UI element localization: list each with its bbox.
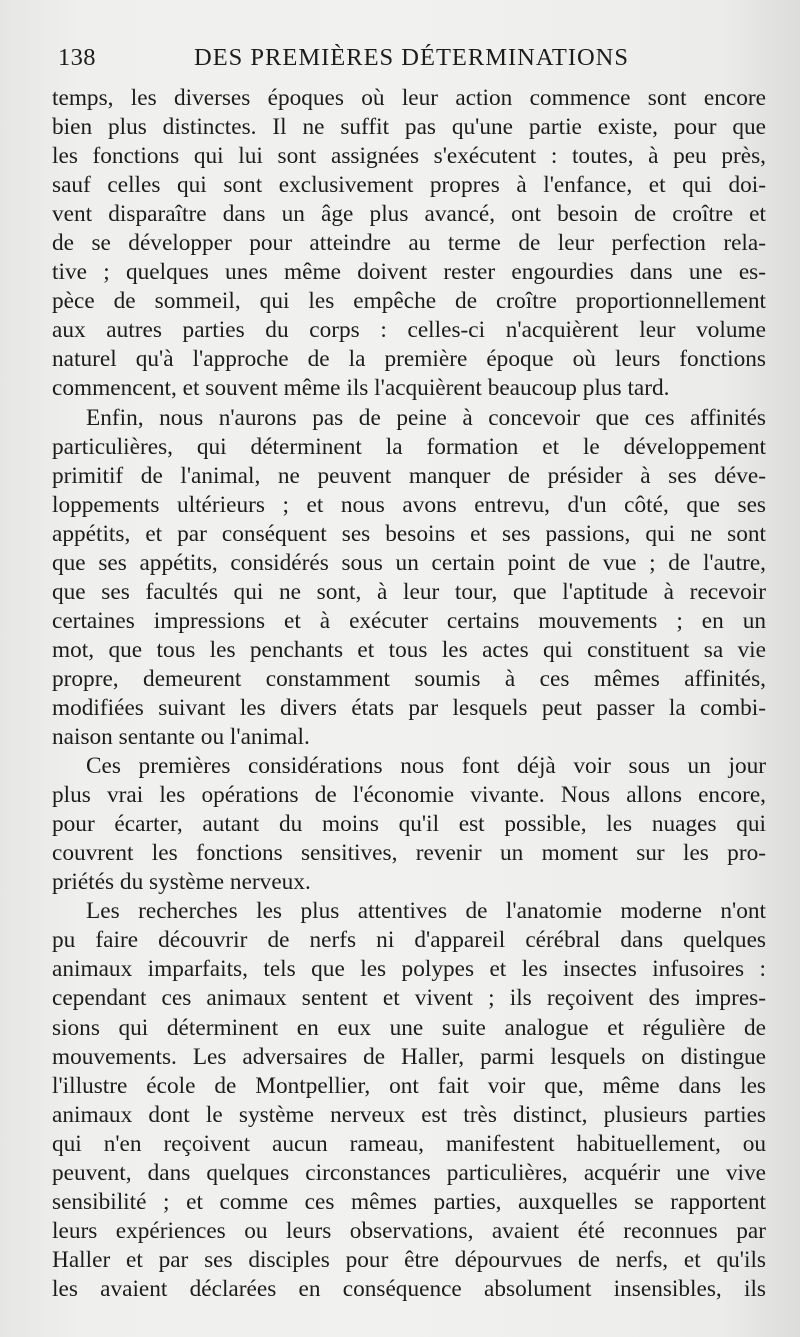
text-line: certaines impressions et à exécuter certains mouvements ; en un xyxy=(52,607,766,634)
text-line: sensibilité ; et comme ces mêmes parties, auxquelles se rapportent xyxy=(52,1188,766,1215)
text-line: peuvent, dans quelques circonstances particulières, acquérir une vive xyxy=(52,1159,766,1186)
text-line: plus vrai les opérations de l'économie vivante. Nous allons encore, xyxy=(52,782,766,809)
text-line: les fonctions qui lui sont assignées s'exécutent : toutes, à peu près, xyxy=(52,143,766,170)
text-line: que ses facultés qui ne sont, à leur tour, que l'aptitude à recevoir xyxy=(52,578,766,605)
text-line: sions qui déterminent en eux une suite analogue et régulière de xyxy=(52,1014,766,1041)
text-line: que ses appétits, considérés sous un certain point de vue ; de l'autre, xyxy=(52,549,766,576)
text-line: aux autres parties du corps : celles-ci n'acquièrent leur volume xyxy=(52,317,766,344)
page-header xyxy=(52,44,766,84)
text-line: qui n'en reçoivent aucun rameau, manifestent habituellement, ou xyxy=(52,1130,766,1157)
text-line: naturel qu'à l'approche de la première époque où leurs fonctions xyxy=(52,346,766,373)
page-number: 138 xyxy=(58,44,96,71)
text-line: pu faire découvrir de nerfs ni d'appareil cérébral dans quelques xyxy=(52,927,766,954)
text-line: modifiées suivant les divers états par lesquels peut passer la combi- xyxy=(52,694,766,721)
text-line: pour écarter, autant du moins qu'il est possible, les nuages qui xyxy=(52,811,766,838)
text-line: mot, que tous les penchants et tous les actes qui constituent sa vie xyxy=(52,636,766,663)
text-line: particulières, qui déterminent la formation et le développement xyxy=(52,433,766,460)
paragraph-first-line: Ces premières considérations nous font déjà voir sous un jour xyxy=(86,753,766,780)
text-line: leurs expériences ou leurs observations, avaient été reconnues par xyxy=(52,1217,766,1244)
text-line: propre, demeurent constamment soumis à ces mêmes affinités, xyxy=(52,665,766,692)
text-line: mouvements. Les adversaires de Haller, parmi lesquels on distingue xyxy=(52,1043,766,1070)
text-line: loppements ultérieurs ; et nous avons entrevu, d'un côté, que ses xyxy=(52,491,766,518)
text-line: appétits, et par conséquent ses besoins et ses passions, qui ne sont xyxy=(52,520,766,547)
text-line: tive ; quelques unes même doivent rester engourdies dans une es- xyxy=(52,259,766,286)
text-line: commencent, et souvent même ils l'acquièrent beaucoup plus tard. xyxy=(52,375,670,402)
text-line: primitif de l'animal, ne peuvent manquer de présider à ses déve- xyxy=(52,462,766,489)
text-line: animaux imparfaits, tels que les polypes et les insectes infusoires : xyxy=(52,956,766,983)
text-line: cependant ces animaux sentent et vivent ; ils reçoivent des impres- xyxy=(52,985,766,1012)
text-line: naison sentante ou l'animal. xyxy=(52,724,310,751)
body-text xyxy=(52,84,766,1304)
text-line: pèce de sommeil, qui les empêche de croître proportionnellement xyxy=(52,288,766,315)
text-line: priétés du système nerveux. xyxy=(52,869,311,896)
text-line: sauf celles qui sont exclusivement propres à l'enfance, et qui doi- xyxy=(52,172,766,199)
text-line: les avaient déclarées en conséquence absolument insensibles, ils xyxy=(52,1275,766,1302)
text-line: Haller et par ses disciples pour être dépourvues de nerfs, et qu'ils xyxy=(52,1246,766,1273)
text-line: couvrent les fonctions sensitives, revenir un moment sur les pro- xyxy=(52,840,766,867)
text-line: temps, les diverses époques où leur action commence sont encore xyxy=(52,85,766,111)
text-line: bien plus distinctes. Il ne suffit pas qu'une partie existe, pour que xyxy=(52,114,766,141)
paragraph-first-line: Enfin, nous n'aurons pas de peine à concevoir que ces affinités xyxy=(86,404,766,431)
text-line: animaux dont le système nerveux est très distinct, plusieurs parties xyxy=(52,1101,766,1128)
text-line: l'illustre école de Montpellier, ont fait voir que, même dans les xyxy=(52,1072,766,1099)
text-line: vent disparaître dans un âge plus avancé, ont besoin de croître et xyxy=(52,201,766,228)
paragraph-first-line: Les recherches les plus attentives de l'anatomie moderne n'ont xyxy=(86,898,766,925)
running-title: DES PREMIÈRES DÉTERMINATIONS xyxy=(194,44,629,71)
text-line: de se développer pour atteindre au terme de leur perfection rela- xyxy=(52,230,766,257)
